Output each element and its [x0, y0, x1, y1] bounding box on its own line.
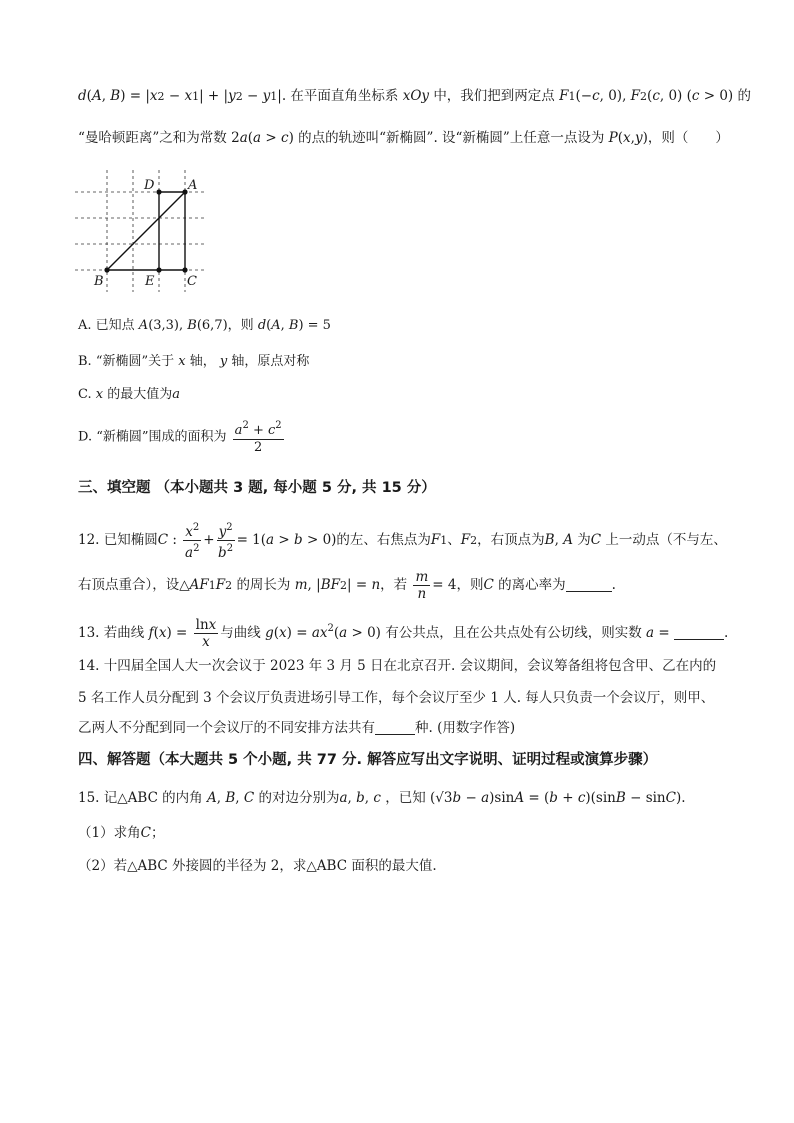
q13-answer-blank[interactable]	[674, 625, 724, 640]
question-14-line-2: 5 名工作人员分配到 3 个会议厅负责进场引导工作，每个会议厅至少 1 人. 每人只负责一个会议厅，则甲、	[78, 690, 715, 706]
q14-answer-blank[interactable]	[375, 720, 415, 735]
question-12-line-2: 右顶点重合），设△AF1F2 的周长为 m, |BF2| = n，若 $\frac{m}{n}$ = 4，则C 的离心率为 .	[78, 569, 616, 602]
question-12-line-1: 12. 已知椭圆C : $\frac{x^2}{a^2}$ + $\frac{y^2}{b^2}$ = 1(a > b > 0)的左、右焦点为F1、F2，右顶点为B, A 为C 上一动点（不与左、	[78, 522, 727, 561]
question-15: 15. 记△ABC 的内角 A, B, C 的对边分别为a, b, c ，已知 (√3b − a)sinA = (b + c)(sinB − sinC).	[78, 790, 686, 806]
intro-line-2: “曼哈顿距离”之和为常数 2a(a > c) 的点的轨迹叫“新椭圆”. 设“新椭圆”上任意一点设为 P(x,y)，则（ ）	[78, 130, 729, 146]
section-3-heading: 三、填空题 （本小题共 3 题, 每小题 5 分, 共 15 分）	[78, 480, 436, 496]
point-label-a: A	[188, 178, 198, 193]
option-c: C. x 的最大值为a	[78, 387, 181, 402]
question-14-line-1: 14. 十四届全国人大一次会议于 2023 年 3 月 5 日在北京召开. 会议期间，会议筹备组将包含甲、乙在内的	[78, 658, 717, 674]
question-13: 13. 若曲线 f(x) = $\frac{\ln x}{x}$ 与曲线 $g(x) = ax^2(a > 0)$ 有公共点，且在公共点处有公切线，则实数 a = .	[78, 617, 729, 650]
q12-answer-blank[interactable]	[566, 577, 612, 592]
point-label-b: B	[94, 274, 104, 289]
grid-figure	[70, 170, 210, 292]
point-label-e: E	[145, 274, 155, 289]
question-15-part-1: （1）求角C；	[78, 825, 165, 841]
point-label-c: C	[187, 274, 197, 289]
question-14-line-3: 乙两人不分配到同一个会议厅的不同安排方法共有 种. (用数字作答)	[78, 720, 516, 736]
question-15-part-2: （2）若△ABC 外接圆的半径为 2，求△ABC 面积的最大值.	[78, 858, 437, 874]
point-label-d: D	[144, 178, 155, 193]
option-d: D. “新椭圆”围成的面积为 $\frac{a^2 + c^2}{2}$	[78, 420, 282, 455]
section-4-heading: 四、解答题（本大题共 5 个小题, 共 77 分. 解答应写出文字说明、证明过程或演算步骤）	[78, 752, 658, 768]
intro-line-1: d(A, B) = |x2 − x1| + |y2 − y1|. 在平面直角坐标系 xOy 中，我们把到两定点 F1(−c, 0), F2(c, 0) (c > 0) 的	[78, 88, 751, 104]
option-a: A. 已知点 A(3,3), B(6,7)，则 d(A, B) = 5	[78, 318, 331, 333]
option-b: B. “新椭圆”关于 x 轴， y 轴，原点对称	[78, 354, 310, 369]
